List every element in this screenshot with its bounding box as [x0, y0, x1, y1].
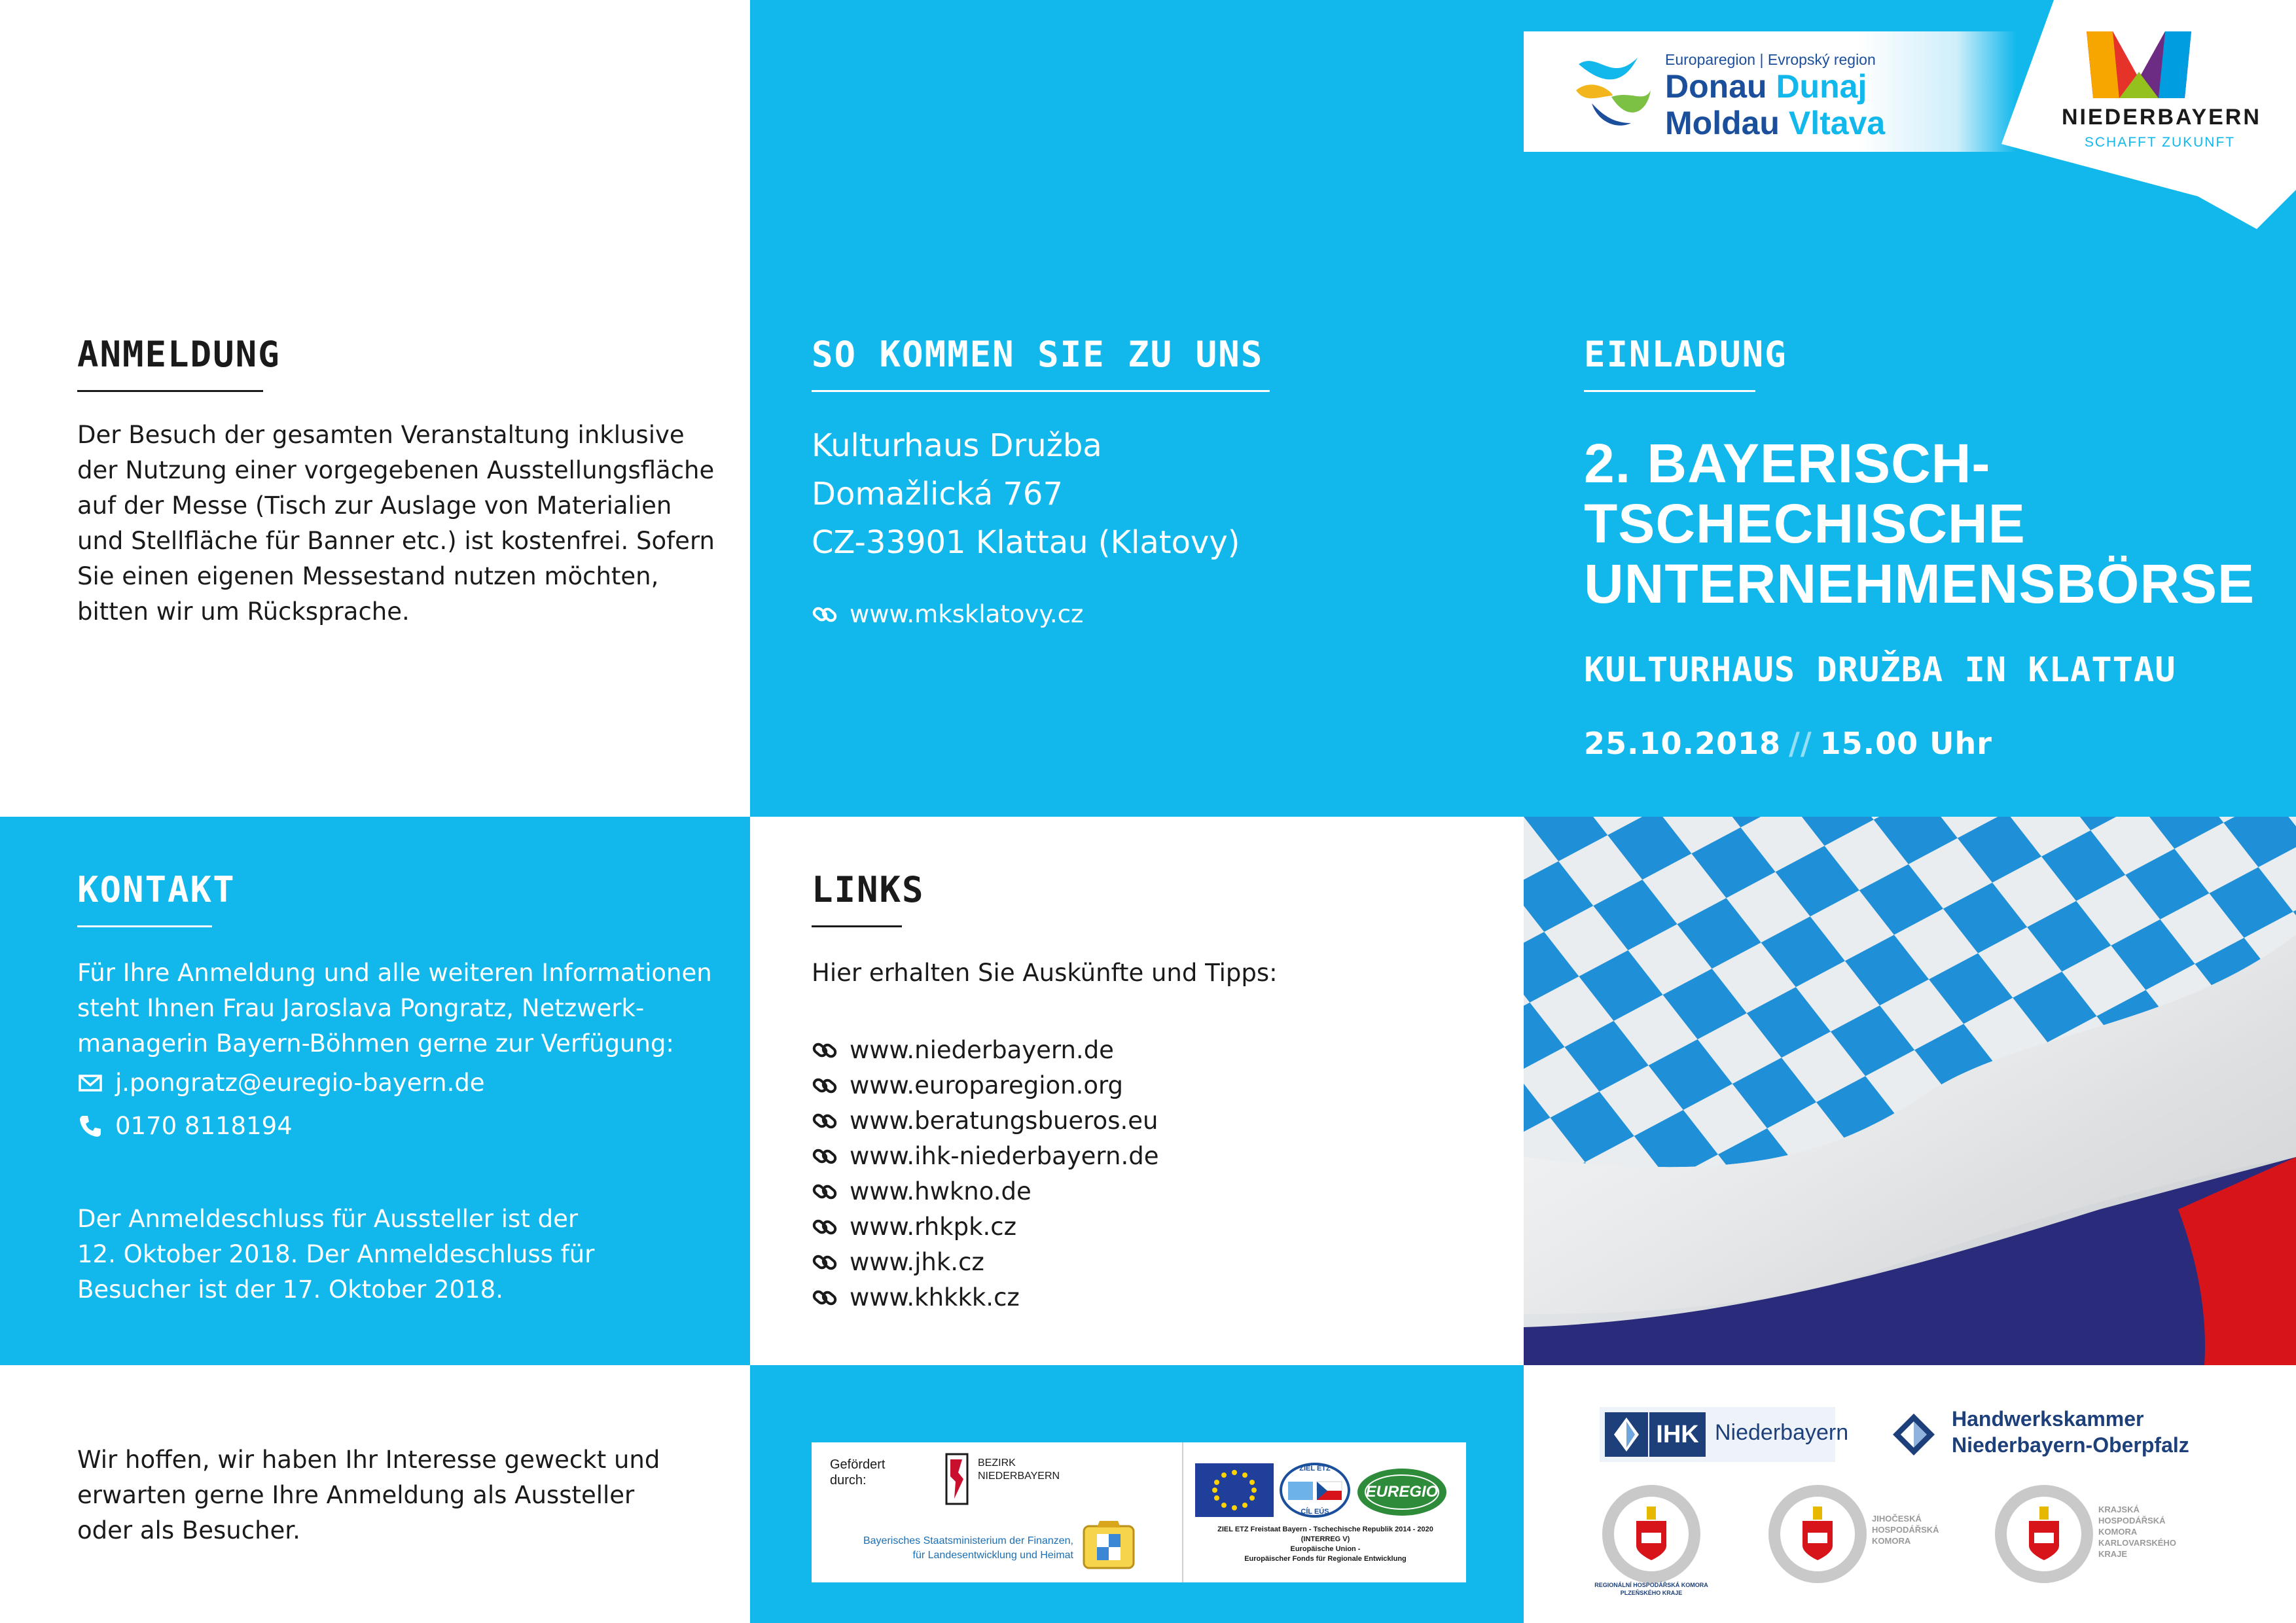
link-text: www.khkkk.cz — [850, 1283, 1020, 1311]
text-line: PLZEŇSKÉHO KRAJE — [1620, 1590, 1683, 1596]
text-line: Gefördert — [830, 1457, 886, 1472]
europaregion-word: Donau — [1665, 68, 1767, 105]
niederbayern-claim: SCHAFFT ZUKUNFT — [2084, 135, 2236, 150]
link-text: www.beratungsbueros.eu — [850, 1107, 1158, 1135]
funding-panel — [750, 1365, 1524, 1623]
europaregion-word: Moldau — [1665, 105, 1780, 141]
link-text: www.hwkno.de — [850, 1177, 1031, 1205]
text-line: HOSPODÁŘSKÁ — [2098, 1516, 2166, 1525]
kontakt-panel — [0, 817, 750, 1365]
links-heading: LINKS — [812, 869, 925, 910]
links-list-item[interactable] — [812, 1033, 1114, 1068]
europaregion-emblem-icon — [1572, 51, 1653, 132]
text-line: durch: — [830, 1473, 867, 1488]
email-text: j.pongratz@euregio-bayern.de — [115, 1069, 485, 1097]
bavarian-flag-icon — [1524, 817, 2296, 1365]
deadline-text — [77, 1202, 594, 1308]
text-line: 12. Oktober 2018. Der Anmeldeschluss für — [77, 1240, 595, 1268]
ziel-badge-bottom: CÍL EÚS — [1300, 1508, 1329, 1516]
europaregion-word: Dunaj — [1776, 68, 1867, 105]
euregio-badge-label: EUREGIO — [1365, 1483, 1439, 1501]
links-list-item[interactable] — [812, 1068, 1123, 1103]
europaregion-logo — [1524, 31, 2016, 152]
link-icon — [812, 1179, 838, 1205]
text-line: KRAJSKÁ — [2098, 1505, 2140, 1514]
text-line: Europäischer Fonds für Regionale Entwicklung — [1244, 1555, 1407, 1563]
text-line: NIEDERBAYERN — [978, 1471, 1060, 1482]
europaregion-line2 — [1665, 105, 1885, 141]
heading-underline — [1584, 390, 1755, 392]
cz-chamber-plzen-logo — [1589, 1480, 1713, 1611]
partners-panel — [1524, 1365, 2296, 1623]
heading-underline — [77, 390, 263, 392]
cz-chamber-seal-icon — [1982, 1480, 2106, 1592]
text-line: Der Anmeldeschluss für Aussteller ist der — [77, 1205, 579, 1233]
heading-underline — [812, 925, 902, 927]
event-title-line: 2. BAYERISCH- — [1584, 433, 1991, 494]
einladung-panel — [1524, 0, 2296, 817]
ihk-emblem-icon — [1605, 1412, 1648, 1457]
text-line: für Landesentwicklung und Heimat — [912, 1550, 1073, 1561]
cz2-text — [1872, 1513, 1939, 1546]
einladung-heading: EINLADUNG — [1584, 334, 1787, 375]
date-separator: // — [1789, 726, 1812, 761]
link-text: www.ihk-niederbayern.de — [850, 1142, 1159, 1170]
event-date — [1584, 724, 1992, 763]
text-line: managerin Bayern-Böhmen gerne zur Verfügung: — [77, 1029, 674, 1058]
text-line: (INTERREG V) — [1300, 1535, 1350, 1543]
text-line: ZIEL ETZ Freistaat Bayern - Tschechische Republik 2014 - 2020 — [1217, 1525, 1433, 1533]
links-panel — [750, 817, 1524, 1365]
closing-panel — [0, 1365, 750, 1623]
venue-link-text: www.mksklatovy.cz — [850, 600, 1084, 628]
eu-flag-icon — [1195, 1463, 1274, 1517]
link-text: www.niederbayern.de — [850, 1036, 1114, 1064]
link-text: www.europaregion.org — [850, 1071, 1124, 1099]
links-list-item[interactable] — [812, 1139, 1158, 1174]
closing-text — [77, 1442, 660, 1548]
niederbayern-name: NIEDERBAYERN — [2062, 105, 2261, 130]
link-text: www.rhkpk.cz — [850, 1213, 1017, 1241]
text-line: Niederbayern-Oberpfalz — [1952, 1433, 2189, 1457]
link-icon — [812, 1214, 838, 1240]
links-list-item[interactable] — [812, 1280, 1020, 1315]
kontakt-intro — [77, 955, 712, 1061]
text-line: oder als Besucher. — [77, 1516, 300, 1544]
europaregion-line1 — [1665, 68, 1867, 105]
links-list-item[interactable] — [812, 1174, 1031, 1209]
link-icon — [812, 1073, 838, 1099]
event-title-line: TSCHECHISCHE — [1584, 493, 2026, 554]
text-line: Handwerkskammer — [1952, 1407, 2144, 1431]
text-line: KOMORA — [2098, 1527, 2138, 1537]
cz-chamber-jihoceska-logo — [1755, 1480, 1991, 1611]
phone-text: 0170 8118194 — [115, 1112, 293, 1140]
ihk-name: Niederbayern — [1715, 1420, 1849, 1445]
text-line: Europäische Union - — [1290, 1545, 1361, 1553]
text-line: HOSPODÁŘSKÁ — [1872, 1525, 1939, 1535]
kontakt-heading: KONTAKT — [77, 869, 236, 910]
link-icon — [812, 1037, 838, 1063]
links-intro: Hier erhalten Sie Auskünfte und Tipps: — [812, 959, 1278, 987]
text-line: und Stellfläche für Banner etc.) ist kostenfrei. Sofern — [77, 527, 715, 555]
gefoerdert-label — [830, 1457, 885, 1488]
ihk-badge: IHK — [1649, 1412, 1706, 1457]
ziel-text — [1191, 1525, 1460, 1564]
text-line: BEZIRK — [978, 1457, 1016, 1469]
email-link[interactable] — [77, 1065, 485, 1101]
event-subtitle: KULTURHAUS DRUŽBA IN KLATTAU — [1584, 651, 2176, 690]
link-icon — [812, 601, 838, 628]
cz-chamber-karlovy-vary-logo — [1982, 1480, 2231, 1611]
link-icon — [812, 1143, 838, 1169]
heading-underline — [77, 925, 212, 927]
venue-link[interactable] — [812, 597, 1083, 632]
event-date-value: 25.10.2018 — [1584, 726, 1782, 761]
address-line: CZ-33901 Klattau (Klatovy) — [812, 524, 1240, 561]
text-line: Der Besuch der gesamten Veranstaltung inklusive — [77, 421, 685, 449]
phone-icon — [77, 1113, 103, 1139]
funding-logos — [812, 1442, 1466, 1582]
anfahrt-heading: SO KOMMEN SIE ZU UNS — [812, 334, 1264, 375]
address-line: Kulturhaus Družba — [812, 427, 1102, 464]
hwk-emblem-icon — [1890, 1411, 1937, 1458]
cz3-text — [2098, 1504, 2176, 1560]
links-list-item[interactable] — [812, 1245, 984, 1280]
divider — [1182, 1442, 1183, 1582]
text-line: JIHOČESKÁ — [1872, 1514, 1922, 1524]
anfahrt-panel — [750, 0, 1524, 817]
bavaria-coat-of-arms-icon — [1081, 1520, 1136, 1571]
text-line: erwarten gerne Ihre Anmeldung als Aussteller — [77, 1481, 635, 1509]
heading-underline — [812, 390, 1270, 392]
link-text: www.jhk.cz — [850, 1248, 984, 1276]
ziel-badge-top: ZIEL ETZ — [1299, 1465, 1331, 1472]
link-icon — [812, 1108, 838, 1134]
flag-image — [1524, 817, 2296, 1365]
bezirk-crest-icon — [945, 1453, 969, 1505]
text-line: KARLOVARSKÉHO — [2098, 1538, 2176, 1548]
cz-chamber-seal-icon — [1589, 1480, 1713, 1592]
bezirk-label — [978, 1457, 1060, 1483]
text-line: KOMORA — [1872, 1536, 1911, 1546]
europaregion-word: Vltava — [1788, 105, 1886, 141]
cz-chamber-seal-icon — [1755, 1480, 1880, 1592]
event-title — [1584, 433, 2255, 614]
phone-link[interactable] — [77, 1109, 293, 1144]
text-line: der Nutzung einer vorgegebenen Ausstellungsfläche — [77, 456, 715, 484]
link-icon — [812, 1285, 838, 1311]
cz1-caption — [1589, 1581, 1713, 1597]
anmeldung-panel — [0, 0, 750, 817]
ministry-label — [825, 1534, 1073, 1563]
text-line: Sie einen eigenen Messestand nutzen möchten, — [77, 562, 659, 590]
envelope-icon — [77, 1070, 103, 1096]
address-line: Domažlická 767 — [812, 476, 1063, 512]
text-line: Wir hoffen, wir haben Ihr Interesse geweckt und — [77, 1446, 660, 1474]
anmeldung-text — [77, 418, 715, 630]
europaregion-small: Europaregion | Evropský region — [1665, 51, 1876, 68]
text-line: auf der Messe (Tisch zur Auslage von Materialien — [77, 491, 672, 520]
niederbayern-logo — [1988, 0, 2296, 230]
ihk-logo — [1600, 1407, 1849, 1462]
text-line: KRAJE — [2098, 1549, 2128, 1559]
text-line: REGIONÁLNÍ HOSPODÁŘSKÁ KOMORA — [1594, 1582, 1708, 1588]
text-line: steht Ihnen Frau Jaroslava Pongratz, Netzwerk- — [77, 994, 645, 1022]
text-line: Bayerisches Staatsministerium der Finanzen, — [863, 1535, 1073, 1546]
link-icon — [812, 1249, 838, 1275]
hwk-name — [1952, 1406, 2189, 1458]
text-line: bitten wir um Rücksprache. — [77, 597, 410, 626]
event-time: 15.00 Uhr — [1820, 726, 1992, 761]
text-line: Für Ihre Anmeldung und alle weiteren Informationen — [77, 959, 712, 987]
anmeldung-heading: ANMELDUNG — [77, 334, 281, 375]
event-title-line: UNTERNEHMENSBÖRSE — [1584, 553, 2255, 615]
links-list-item[interactable] — [812, 1209, 1016, 1245]
links-list-item[interactable] — [812, 1103, 1158, 1139]
address-block — [812, 421, 1240, 567]
text-line: Besucher ist der 17. Oktober 2018. — [77, 1275, 503, 1304]
